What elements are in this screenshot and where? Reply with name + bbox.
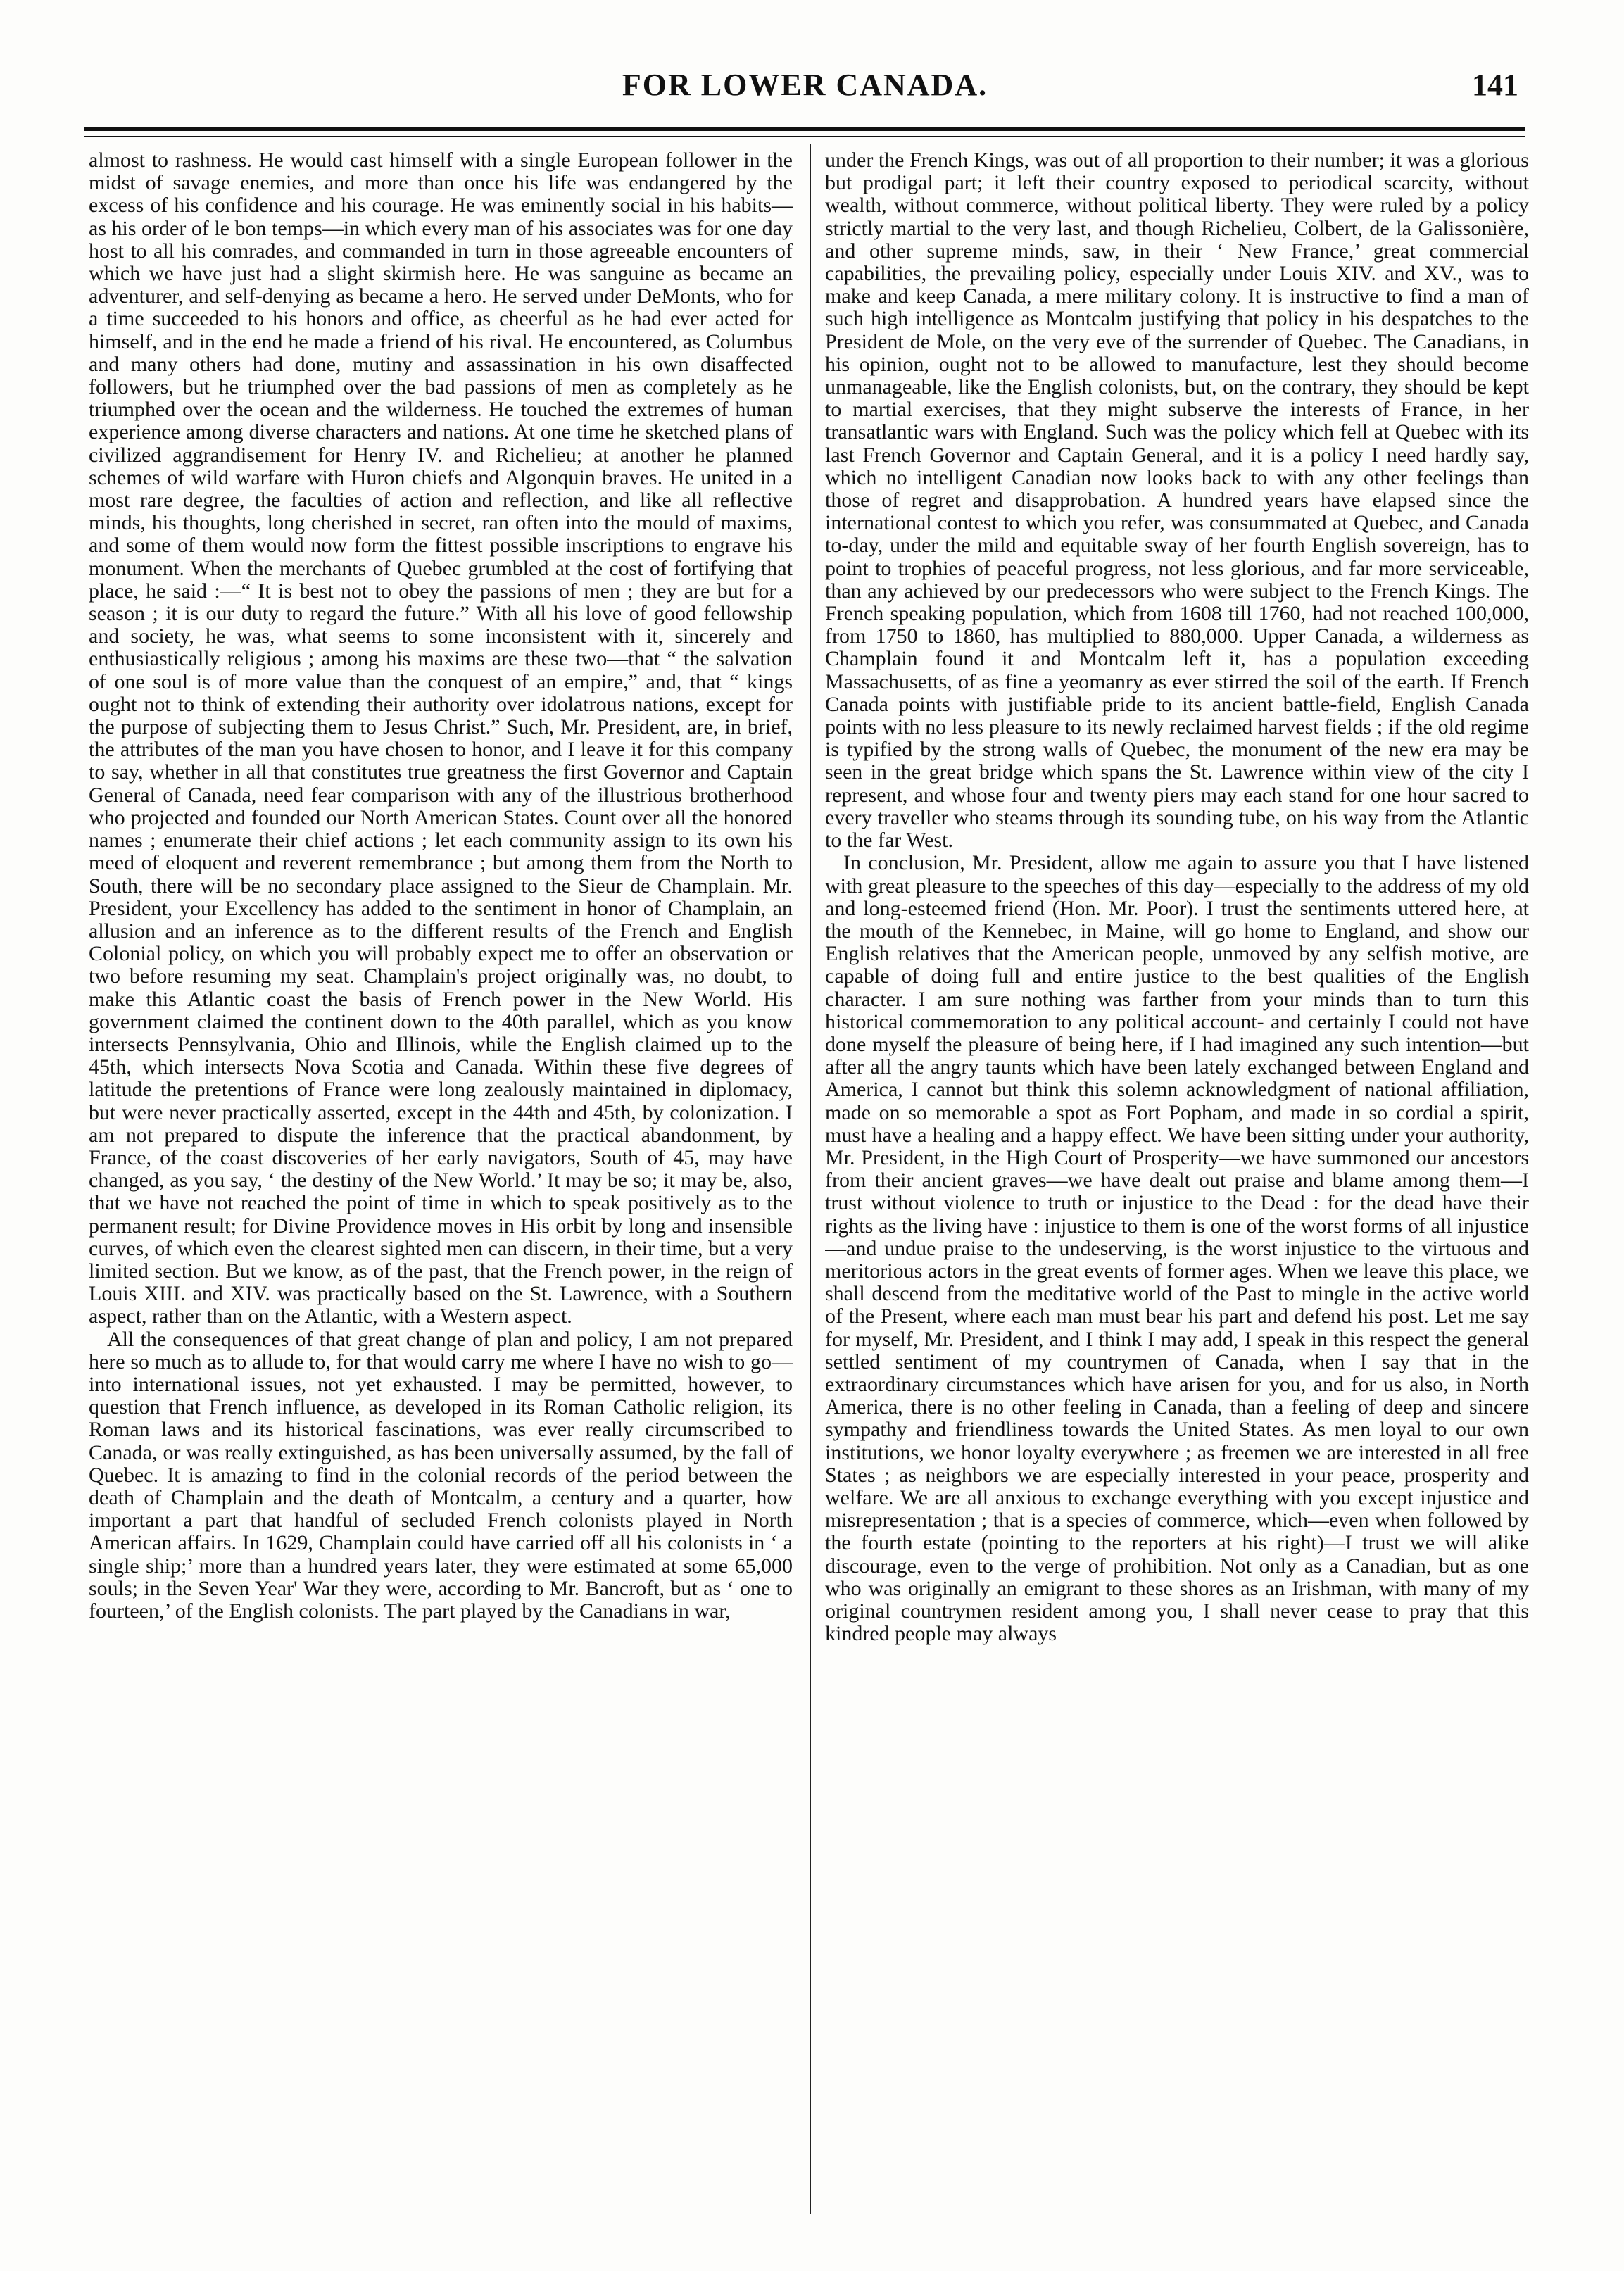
right-column (825, 149, 1529, 2215)
page-header (84, 67, 1525, 116)
paragraph: almost to rashness. He would cast himself with a single European follower in the midst of savage enemies, and more than once his life was endangered by the excess of his confidence and his courage. He was eminently social in his habits—as his order of le bon temps—in which every man of his associates was for one day host to all his comrades, and commanded in turn in those agreeable encounters of which we have just had a slight skirmish here. He was sanguine as became an adventurer, and self-denying as became a hero. He served under DeMonts, who for a time succeeded to his honors and office, as cheerful as he had ever acted for himself, and in the end he made a friend of his rival. He encountered, as Columbus and many others had done, mutiny and assassination in his own disaffected followers, but he triumphed over the bad passions of men as completely as he triumphed over the ocean and the wilderness. He touched the extremes of human experience among diverse characters and nations. At one time he sketched plans of civilized aggrandisement for Henry IV. and Richelieu; at another he planned schemes of wild warfare with Huron chiefs and Algonquin braves. He united in a most rare degree, the faculties of action and reflection, and like all reflective minds, his thoughts, long cherished in secret, ran often into the mould of maxims, and some of them would now form the fittest possible inscriptions to engrave his monument. When the merchants of Quebec grumbled at the cost of fortifying that place, he said :—“ It is best not to obey the passions of men ; they are but for a season ; it is our duty to regard the future.” With all his love of good fellowship and society, he was, what seems to some inconsistent with it, sincerely and enthusiastically religious ; among his maxims are these two—that “ the salvation of one soul is of more value than the conquest of an empire,” and, that “ kings ought not to think of extending their authority over idolatrous nations, except for the purpose of subjecting them to Jesus Christ.” Such, Mr. President, are, in brief, the attributes of the man you have chosen to honor, and I leave it for this company to say, whether in all that constitutes true greatness the first Governor and Captain General of Canada, need fear comparison with any of the illustrious brotherhood who projected and founded our North American States. Count over all the honored names ; enumerate their chief actions ; let each community assign to its own his meed of eloquent and reverent remembrance ; but among them from the North to South, there will be no secondary place assigned to the Sieur de Champlain. Mr. President, your Excellency has added to the sentiment in honor of Champlain, an allusion and an inference as to the different results of the French and English Colonial policy, on which you will probably expect me to offer an observation or two before resuming my seat. Champlain's project originally was, no doubt, to make this Atlantic coast the basis of French power in the New World. His government claimed the continent down to the 40th parallel, which as you know intersects Pennsylvania, Ohio and Illinois, while the English claimed up to the 45th, which intersects Nova Scotia and Canada. Within these five degrees of latitude the pretentions of France were long zealously maintained in diplomacy, but were never practically asserted, except in the 44th and 45th, by colonization. I am not prepared to dispute the inference that the practical abandonment, by France, of the coast discoveries of her early navigators, South of 45, may have changed, as you say, ‘ the destiny of the New World.’ It may be so; it may be, also, that we have not reached the point of time in which to speak positively as to the permanent result; for Divine Providence moves in His orbit by long and insensible curves, of which even the clearest sighted men can discern, in their time, but a very limited section. But we know, as of the past, that the French power, in the reign of Louis XIII. and XIV. was practically based on the St. Lawrence, with a Southern aspect, rather than on the Atlantic, with a Western aspect. (89, 149, 793, 1328)
paragraph: In conclusion, Mr. President, allow me again to assure you that I have listened with great pleasure to the speeches of this day—especially to the address of my old and long-esteemed friend (Hon. Mr. Poor). I trust the sentiments uttered here, at the mouth of the Kennebec, in Maine, will go home to England, and show our English relatives that the American people, unmoved by any selfish motive, are capable of doing full and entire justice to the best qualities of the English character. I am sure nothing was farther from your minds than to turn this historical commemoration to any political account- and certainly I could not have done myself the pleasure of being here, if I had imagined any such intention—but after all the angry taunts which have been lately exchanged between England and America, I cannot but think this solemn acknowledgment of national affiliation, made on so memorable a spot as Fort Popham, and made in so cordial a spirit, must have a healing and a happy effect. We have been sitting under your authority, Mr. President, in the High Court of Prosperity—we have summoned our ancestors from their ancient graves—we have dealt out praise and blame among them—I trust without violence to truth or injustice to the Dead : for the dead have their rights as the living have : injustice to them is one of the worst forms of all injustice—and undue praise to the undeserving, is the worst injustice to the virtuous and meritorious actors in the great events of former ages. When we leave this place, we shall descend from the meditative world of the Past to mingle in the active world of the Present, where each man must bear his part and defend his post. Let me say for myself, Mr. President, and I think I may add, I speak in this respect the general settled sentiment of my countrymen of Canada, when I say that in the extraordinary circumstances which have arisen for you, and for us also, in North America, there is no other feeling in Canada, than a feeling of deep and sincere sympathy and friendliness towards the United States. As men loyal to our own institutions, we honor loyalty everywhere ; as freemen we are interested in all free States ; as neighbors we are especially interested in your peace, prosperity and welfare. We are all anxious to exchange everything with you except injustice and misrepresentation ; that is a species of commerce, which—even when followed by the fourth estate (pointing to the reporters at his right)—I trust we will alike discourage, even to the verge of prohibition. Not only as a Canadian, but as one who was originally an emigrant to these shores as an Irishman, with many of my original countrymen resident among you, I shall never cease to pray that this kindred people may always (825, 851, 1529, 1646)
header-rule-thin (84, 136, 1525, 137)
paragraph: All the consequences of that great change of plan and policy, I am not prepared here so much as to allude to, for that would carry me where I have no wish to go—into international issues, not yet exhausted. I may be permitted, however, to question that French influence, as developed in its Roman Catholic religion, its Roman laws and its historical fascinations, was ever really circumscribed to Canada, or was really extinguished, as has been universally assumed, by the fall of Quebec. It is amazing to find in the colonial records of the period between the death of Champlain and the death of Montcalm, a century and a quarter, how important a part that handful of secluded French colonists played in North American affairs. In 1629, Champlain could have carried off all his colonists in ‘ a single ship;’ more than a hundred years later, they were estimated at some 65,000 souls; in the Seven Year' War they were, according to Mr. Bancroft, but as ‘ one to fourteen,’ of the English colonists. The part played by the Canadians in war, (89, 1327, 793, 1623)
page-number: 141 (1472, 68, 1518, 102)
left-column (89, 149, 793, 2215)
running-head: FOR LOWER CANADA. (622, 68, 988, 102)
paragraph: under the French Kings, was out of all proportion to their number; it was a glorious but prodigal part; it left their country exposed to periodical scarcity, without wealth, without commerce, without political liberty. They were ruled by a policy strictly martial to the very last, and though Richelieu, Colbert, de la Galissonière, and other supreme minds, saw, in their ‘ New France,’ great commercial capabilities, the prevailing policy, especially under Louis XIV. and XV., was to make and keep Canada, a mere military colony. It is instructive to find a man of such high intelligence as Montcalm justifying that policy in his despatches to the President de Mole, on the very eve of the surrender of Quebec. The Canadians, in his opinion, ought not to be allowed to manufacture, lest they should become unmanageable, like the English colonists, but, on the contrary, they should be kept to martial exercises, that they might subserve the interests of France, in her transatlantic wars with England. Such was the policy which fell at Quebec with its last French Governor and Captain General, and it is a policy I need hardly say, which no intelligent Canadian now looks back to with any other feelings than those of regret and disapprobation. A hundred years have elapsed since the international contest to which you refer, was consummated at Quebec, and Canada to-day, under the mild and equitable sway of her fourth English sovereign, has to point to trophies of peaceful progress, not less glorious, and far more serviceable, than any achieved by our predecessors who were subject to the French Kings. The French speaking population, which from 1608 till 1760, had not reached 100,000, from 1750 to 1860, has multiplied to 880,000. Upper Canada, a wilderness as Champlain found it and Montcalm left it, has a population exceeding Massachusetts, of as fine a yeomanry as ever stirred the soil of the earth. If French Canada points with justifiable pride to its ancient battle-field, English Canada points with no less pleasure to its newly reclaimed harvest fields ; if the old regime is typified by the strong walls of Quebec, the monument of the new era may be seen in the great bridge which spans the St. Lawrence within view of the city I represent, and whose four and twenty piers may each stand for one hour sacred to every traveller who steams through its sounding tube, on his way from the Atlantic to the far West. (825, 149, 1529, 853)
header-rule-thick (84, 127, 1525, 131)
column-divider (810, 144, 811, 2214)
